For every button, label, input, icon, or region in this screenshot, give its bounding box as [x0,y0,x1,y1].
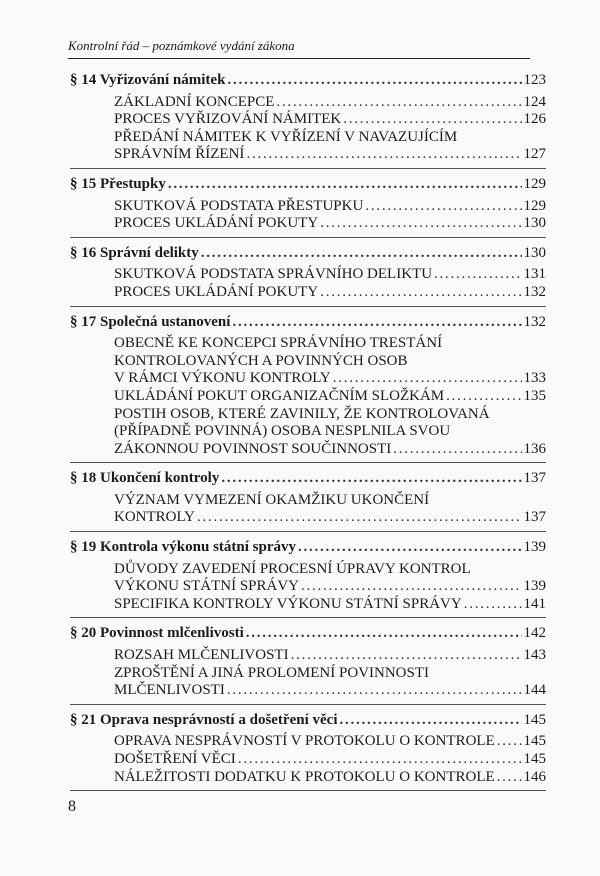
section-page: 145 [523,711,546,728]
entry-last-line [114,370,546,388]
section-title: § 19 Kontrola výkonu státní správy [70,539,297,556]
section-title: § 17 Společná ustanovení [70,313,231,330]
entry-last-line [114,215,546,233]
subentries [70,198,546,233]
entry-title: SKUTKOVÁ PODSTATA PŘESTUPKU [114,197,364,214]
entry-title: V RÁMCI VÝKONU KONTROLY [114,370,331,387]
leader-dots [320,284,521,302]
toc-entry[interactable] [114,335,546,388]
toc-entry[interactable] [114,665,546,700]
entry-last-line [114,733,546,751]
section-page: 137 [523,470,546,487]
toc-entry[interactable] [114,647,546,665]
entry-page: 129 [523,197,546,214]
entry-line: KONTROLOVANÝCH A POVINNÝCH OSOB [114,352,408,369]
section-heading[interactable] [70,712,546,730]
subentries [70,94,546,164]
section-page: 129 [523,175,546,192]
entry-last-line [114,596,546,614]
entry-page: 139 [523,578,546,595]
section-heading[interactable] [70,539,546,557]
toc-entry[interactable] [114,215,546,233]
section-page: 123 [523,72,546,88]
leader-dots [276,94,521,112]
entry-title: OPRAVA NESPRÁVNOSTÍ V PROTOKOLU O KONTROLE [114,733,495,750]
entry-title: DOŠETŘENÍ VĚCI [114,751,236,767]
page-number: 8 [68,798,76,815]
entry-page: 137 [523,509,546,526]
entry-line: OBECNĚ KE KONCEPCI SPRÁVNÍHO TRESTÁNÍ [114,335,443,352]
entry-title: UKLÁDÁNÍ POKUT ORGANIZAČNÍM SLOŽKÁM [114,387,445,404]
leader-dots [434,266,521,284]
entry-line: DŮVODY ZAVEDENÍ PROCESNÍ ÚPRAVY KONTROL [114,560,471,577]
entry-last-line [114,647,546,665]
entry-title: KONTROLY [114,509,195,526]
entry-title: SPRÁVNÍM ŘÍZENÍ [114,146,245,163]
toc-entry[interactable] [114,596,546,614]
entry-page: 135 [523,387,546,404]
entry-title: SPECIFIKA KONTROLY VÝKONU STÁTNÍ SPRÁVY [114,595,462,612]
entry-title: PROCES UKLÁDÁNÍ POKUTY [114,215,319,232]
section-heading[interactable] [70,314,546,332]
leader-dots [393,441,521,459]
entry-last-line [114,441,546,459]
entry-last-line [114,146,546,164]
entry-last-line [114,751,546,769]
entry-title: ZÁKLADNÍ KONCEPCE [114,93,275,110]
entry-page: 145 [523,733,546,750]
leader-dots [238,751,522,769]
section-title: § 15 Přestupky [70,175,166,192]
toc-section [70,539,546,618]
leader-dots [227,72,521,90]
entry-page: 146 [523,768,546,785]
entry-title: ZÁKONNOU POVINNOST SOUČINNOSTI [114,440,392,457]
leader-dots [221,470,521,488]
entry-page: 126 [523,111,546,128]
section-title: § 21 Oprava nesprávností a došetření věci [70,711,338,728]
section-title: § 18 Ukončení kontroly [70,470,220,487]
entry-title: PROCES UKLÁDÁNÍ POKUTY [114,283,319,300]
entry-line: PŘEDÁNÍ NÁMITEK K VYŘÍZENÍ V NAVAZUJÍCÍM [114,128,458,145]
entry-page: 145 [523,751,546,767]
toc-entry[interactable] [114,198,546,216]
toc-entry[interactable] [114,769,546,787]
leader-dots [168,176,522,194]
subentries [70,335,546,458]
section-heading[interactable] [70,245,546,263]
entry-line: (PŘÍPADNĚ POVINNÁ) OSOBA NESPLNILA SVOU [114,423,451,440]
entry-last-line [114,284,546,302]
entry-page: 124 [523,93,546,110]
entry-last-line [114,198,546,216]
toc-entry[interactable] [114,406,546,459]
entry-title: NÁLEŽITOSTI DODATKU K PROTOKOLU O KONTROLE [114,768,495,785]
leader-dots [246,625,522,643]
entry-page: 143 [523,647,546,664]
toc-section [70,712,546,791]
section-page: 142 [523,625,546,642]
leader-dots [246,146,521,164]
leader-dots [464,596,522,614]
section-heading[interactable] [70,72,546,90]
section-title: § 20 Povinnost mlčenlivosti [70,625,244,642]
running-header: Kontrolní řád – poznámkové vydání zákona [68,38,530,59]
toc-section [70,176,546,238]
toc-entry[interactable] [114,129,546,164]
toc-entry[interactable] [114,751,546,769]
entry-line: VÝZNAM VYMEZENÍ OKAMŽIKU UKONČENÍ [114,491,430,508]
leader-dots [301,578,521,596]
leader-dots [201,245,522,263]
entry-last-line [114,266,546,284]
toc-section [70,245,546,307]
toc-entry[interactable] [114,561,546,596]
leader-dots [333,370,522,388]
leader-dots [340,712,522,730]
entry-page: 127 [523,146,546,163]
leader-dots [227,682,522,700]
entry-title: SKUTKOVÁ PODSTATA SPRÁVNÍHO DELIKTU [114,266,433,283]
leader-dots [291,647,522,665]
leader-dots [497,769,522,787]
entry-title: VÝKONU STÁTNÍ SPRÁVY [114,578,300,595]
section-heading[interactable] [70,625,546,643]
toc-section [70,72,546,169]
leader-dots [232,314,521,332]
entry-title: ROZSAH MLČENLIVOSTI [114,647,289,664]
toc-entry[interactable] [114,284,546,302]
entry-page: 136 [523,440,546,457]
entry-title: PROCES VYŘIZOVÁNÍ NÁMITEK [114,111,342,128]
leader-dots [446,388,521,406]
subentries [70,492,546,527]
section-page: 130 [523,244,546,261]
subentries [70,733,546,786]
table-of-contents [70,72,546,798]
section-heading[interactable] [70,176,546,194]
entry-page: 144 [523,682,546,699]
entry-last-line [114,578,546,596]
entry-last-line [114,111,546,129]
entry-last-line [114,769,546,787]
toc-entry[interactable] [114,94,546,112]
entry-line: ZPROŠTĚNÍ A JINÁ PROLOMENÍ POVINNOSTI [114,664,430,681]
entry-line: POSTIH OSOB, KTERÉ ZAVINILY, ŽE KONTROLOVANÁ [114,405,490,422]
leader-dots [298,539,521,557]
entry-last-line [114,388,546,406]
section-heading[interactable] [70,470,546,488]
entry-title: MLČENLIVOSTI [114,682,225,699]
entry-page: 133 [523,370,546,387]
leader-dots [320,215,521,233]
toc-entry[interactable] [114,111,546,129]
toc-section [70,470,546,532]
section-page: 132 [523,313,546,330]
toc-section [70,314,546,464]
leader-dots [497,733,522,751]
section-page: 139 [523,539,546,556]
leader-dots [197,509,522,527]
section-title: § 14 Vyřizování námitek [70,72,226,88]
leader-dots [365,198,521,216]
toc-entry[interactable] [114,388,546,406]
subentries [70,266,546,301]
section-title: § 16 Správní delikty [70,244,199,261]
entry-page: 131 [523,266,546,283]
toc-entry[interactable] [114,266,546,284]
entry-last-line [114,682,546,700]
toc-section [70,625,546,704]
entry-last-line [114,94,546,112]
toc-entry[interactable] [114,733,546,751]
leader-dots [343,111,521,129]
entry-page: 130 [523,215,546,232]
entry-page: 132 [523,283,546,300]
toc-entry[interactable] [114,492,546,527]
subentries [70,647,546,700]
entry-last-line [114,509,546,527]
entry-page: 141 [523,595,546,612]
subentries [70,561,546,614]
